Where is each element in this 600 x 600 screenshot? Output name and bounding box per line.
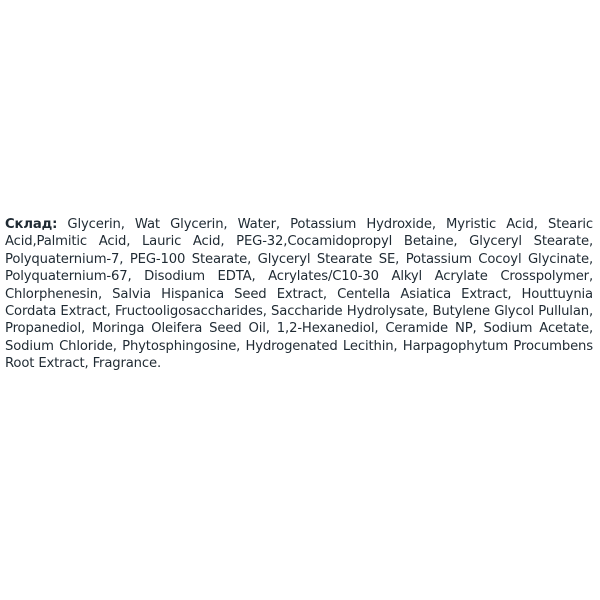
ingredients-text: Glycerin, Wat Glycerin, Water, Potassium Hydroxide, Myristic Acid, Stearic Acid,Palmitic Acid, Lauric Acid, PEG-32,Cocamidopropyl Betaine, Glyceryl Stearate, Polyquaternium-7, PEG-100 Stearate, Glyceryl Stearate SE, Potassium Cocoyl Glycinate, Polyquaternium-67, Disodium EDTA, Acrylates/C10-30 Alkyl Acrylate Crosspolymer, Chlorphenesin, Salvia Hispanica Seed Extract, Centella Asiatica Extract, Houttuynia Cordata Extract, Fructooligosaccharides, Saccharide Hydrolysate, Butylene Glycol Pullulan, Propanediol, Moringa Oleifera Seed Oil, 1,2-Hexanediol, Ceramide NP, Sodium Acetate, Sodium Chloride, Phytosphingosine, Hydrogenated Lecithin, Harpagophytum Procumbens Root Extract, Fragrance.: [5, 217, 593, 372]
ingredients-paragraph: [5, 216, 593, 373]
ingredients-label: Склад:: [5, 217, 58, 232]
